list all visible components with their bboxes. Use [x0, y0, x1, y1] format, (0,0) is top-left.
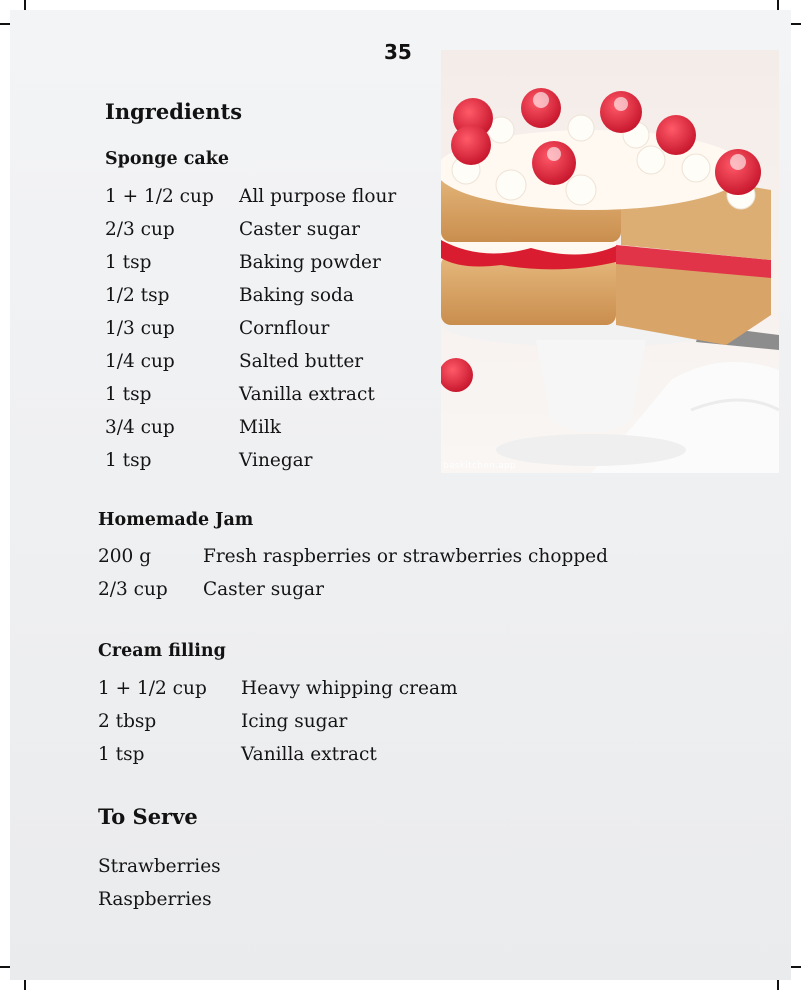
photo-watermark: baskitchen.app: [443, 461, 517, 471]
list-item: [98, 540, 608, 573]
list-item: Strawberries: [98, 856, 221, 877]
sponge-cake-list: [105, 180, 396, 477]
ingredient-quantity: 200 g: [98, 546, 152, 567]
ingredient-name: Heavy whipping cream: [241, 678, 458, 699]
list-item: [105, 213, 396, 246]
list-item: [98, 705, 458, 738]
ingredient-quantity: 2/3 cup: [105, 219, 175, 240]
list-item: [105, 444, 396, 477]
ingredient-name: Vinegar: [239, 450, 313, 471]
cake-illustration: [441, 50, 779, 473]
list-item: [105, 279, 396, 312]
list-item: Raspberries: [98, 889, 212, 910]
list-item: [105, 378, 396, 411]
ingredient-quantity: 1 + 1/2 cup: [105, 186, 214, 207]
ingredients-heading: Ingredients: [105, 99, 243, 124]
ingredient-quantity: 1 tsp: [105, 450, 152, 471]
cream-filling-list: [98, 672, 458, 771]
ingredient-name: Icing sugar: [241, 711, 348, 732]
ingredient-name: Baking soda: [239, 285, 354, 306]
ingredient-quantity: 2 tbsp: [98, 711, 157, 732]
list-item: [98, 738, 458, 771]
homemade-jam-title: Homemade Jam: [98, 510, 254, 530]
list-item: [98, 672, 458, 705]
ingredient-name: All purpose flour: [239, 186, 397, 207]
list-item: [105, 180, 396, 213]
list-item: [105, 246, 396, 279]
ingredient-quantity: 1 tsp: [105, 252, 152, 273]
ingredient-name: Fresh raspberries or strawberries chopped: [203, 546, 608, 567]
ingredient-quantity: 1 tsp: [105, 384, 152, 405]
list-item: [98, 573, 608, 606]
list-item: [105, 345, 396, 378]
ingredient-quantity: 3/4 cup: [105, 417, 175, 438]
cake-photo: [441, 50, 779, 473]
cream-filling-title: Cream filling: [98, 641, 226, 661]
ingredient-name: Vanilla extract: [241, 744, 377, 765]
list-item: [105, 411, 396, 444]
ingredient-name: Cornflour: [239, 318, 330, 339]
sponge-cake-title: Sponge cake: [105, 149, 229, 169]
ingredient-quantity: 1 + 1/2 cup: [98, 678, 207, 699]
ingredient-name: Salted butter: [239, 351, 364, 372]
ingredient-name: Caster sugar: [239, 219, 360, 240]
to-serve-list: [98, 850, 221, 916]
ingredient-name: Caster sugar: [203, 579, 324, 600]
list-item: [105, 312, 396, 345]
ingredient-quantity: 1/2 tsp: [105, 285, 170, 306]
ingredient-quantity: 1/4 cup: [105, 351, 175, 372]
ingredient-name: Milk: [239, 417, 281, 438]
to-serve-heading: To Serve: [98, 804, 198, 829]
ingredient-quantity: 1 tsp: [98, 744, 145, 765]
ingredient-name: Baking powder: [239, 252, 381, 273]
homemade-jam-list: [98, 540, 608, 606]
ingredient-name: Vanilla extract: [239, 384, 375, 405]
page-number: 35: [384, 40, 412, 64]
ingredient-quantity: 1/3 cup: [105, 318, 175, 339]
ingredient-quantity: 2/3 cup: [98, 579, 168, 600]
